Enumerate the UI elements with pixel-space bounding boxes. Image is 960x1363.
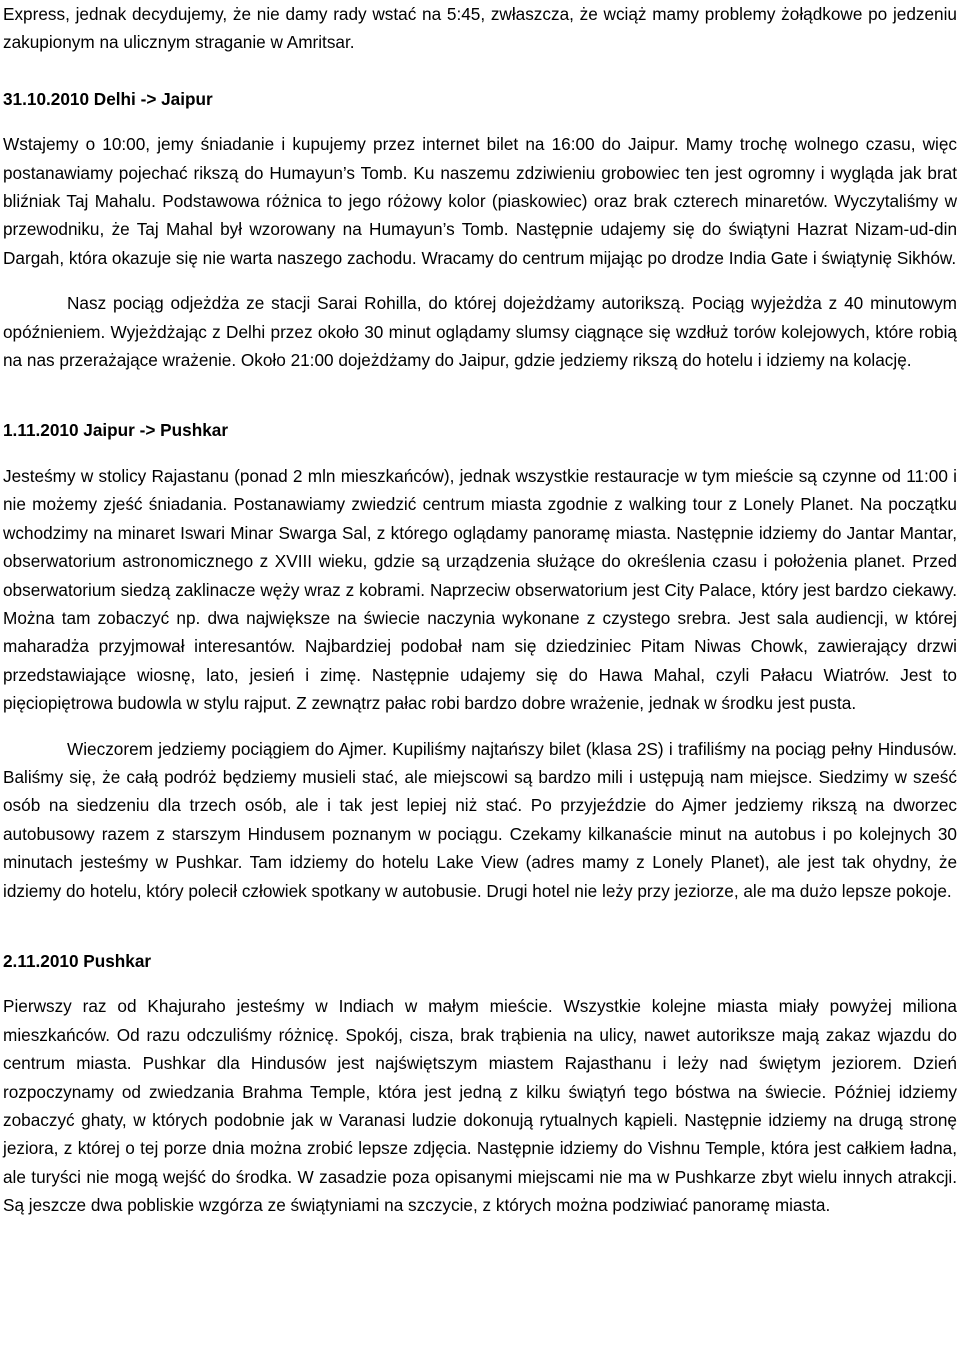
intro-paragraph: Express, jednak decydujemy, że nie damy rady wstać na 5:45, zwłaszcza, że wciąż mamy problemy żołądkowe po jedzeniu zakupionym na ulicznym straganie w Amritsar. xyxy=(3,4,957,53)
section-heading: 31.10.2010 Delhi -> Jaipur xyxy=(3,88,213,109)
body-paragraph: Pierwszy raz od Khajuraho jesteśmy w Indiach w małym mieście. Wszystkie kolejne miasta miały powyżej miliona mieszkańców. Od razu odczuliśmy różnicę. Spokój, cisza, brak trąbienia na ulicy, nawet autoriksze mają zakaz wjazdu do centrum miasta. Pushkar dla Hindusów jest najświętszym miastem Rajasthanu i leży nad świętym jeziorem. Dzień rozpoczynamy od zwiedzania Brahma Temple, która jest jedną z kilku świątyń tego bóstwa na świecie. Później idziemy zobaczyć ghaty, w których podobnie jak w Varanasi ludzie dokonują rytualnych kąpieli. Następnie idziemy na drugą stronę jeziora, z której o tej porze dnia można zrobić lepsze zdjęcia. Następnie idziemy do Vishnu Temple, która jest całkiem ładna, ale turyści nie mogą wejść do środka. W zasadzie poza opisanymi miejscami nie ma w Pushkarze zbyt wielu innych atrakcji. Są jeszcze dwa pobliskie wzgórza ze świątyniami na szczycie, z których można podziwiać panoramę miasta. xyxy=(3,996,957,1216)
section-heading: 2.11.2010 Pushkar xyxy=(3,950,152,971)
body-paragraph: Wieczorem jedziemy pociągiem do Ajmer. Kupiliśmy najtańszy bilet (klasa 2S) i trafiliśmy na pociąg pełny Hindusów. Baliśmy się, że całą podróż będziemy musieli stać, ale miejscowi są bardzo mili i ustępują nam miejsce. Siedzimy w sześć osób na siedzeniu dla trzech osób, ale i tak jest lepiej niż stać. Po przyjeździe do Ajmer jedziemy rikszą na dworzec autobusowy razem z starszym Hindusem poznanym w pociągu. Czekamy kilkanaście minut na autobus i po kolejnych 30 minutach jesteśmy w Pushkar. Tam idziemy do hotelu Lake View (adres mamy z Lonely Planet), ale jest tak ohydny, że idziemy do hotelu, który polecił człowiek spotkany w autobusie. Drugi hotel nie leży przy jeziorze, ale ma dużo lepsze pokoje. xyxy=(3,738,957,901)
section-heading: 1.11.2010 Jaipur -> Pushkar xyxy=(3,420,229,441)
body-paragraph: Nasz pociąg odjeżdża ze stacji Sarai Rohilla, do której dojeżdżamy autorikszą. Pociąg wyjeżdża z 40 minutowym opóźnieniem. Wyjeżdżając z Delhi przez około 30 minut oglądamy slumsy ciągnące się wzdłuż torów kolejowych, które robią na nas przerażające wrażenie. Około 21:00 dojeżdżamy do Jaipur, gdzie jedziemy rikszą do hotelu i idziemy na kolację. xyxy=(3,293,957,371)
body-paragraph: Wstajemy o 10:00, jemy śniadanie i kupujemy przez internet bilet na 16:00 do Jaipur. Mamy trochę wolnego czasu, więc postanawiamy pojechać rikszą do Humayun’s Tomb. Ku naszemu zdziwieniu grobowiec ten jest ogromny i wygląda jak brat bliźniak Taj Mahalu. Podstawowa różnica to jego różowy kolor (piaskowiec) oraz brak czterech minaretów. Wyczytaliśmy w przewodniku, że Taj Mahal był wzorowany na Humayun’s Tomb. Następnie udajemy się do świątyni Hazrat Nizam-ud-din Dargah, która okazuje się nie warta naszego zachodu. Wracamy do centrum mijając po drodze India Gate i świątynię Sikhów. xyxy=(3,134,957,268)
document-page xyxy=(3,0,957,1220)
body-paragraph: Jesteśmy w stolicy Rajastanu (ponad 2 mln mieszkańców), jednak wszystkie restauracje w tym mieście są czynne od 11:00 i nie możemy zjeść śniadania. Postanawiamy zwiedzić centrum miasta zgodnie z walking tour z Lonely Planet. Na początku wchodzimy na minaret Iswari Minar Swarga Sal, z którego oglądamy panoramę miasta. Następnie idziemy do Jantar Mantar, obserwatorium astronomicznego z XVIII wieku, gdzie są urządzenia służące do określenia czasu i położenia planet. Przed obserwatorium siedzą zaklinacze węży wraz z kobrami. Naprzeciw obserwatorium jest City Palace, który jest bardzo ciekawy. Można tam zobaczyć np. dwa największe na świecie naczynia wykonane z czystego srebra. Jest sala audiencji, w której maharadża przyjmował interesantów. Najbardziej podobał nam się dziedziniec Pitam Niwas Chowk, zawierający drzwi przedstawiające wiosnę, lato, jesień i zimę. Następnie udajemy się do Hawa Mahal, czyli Pałacu Wiatrów. Jest to pięciopiętrowa budowla w stylu rajput. Z zewnątrz pałac robi bardzo dobre wrażenie, jednak w środku jest pusta. xyxy=(3,465,957,714)
